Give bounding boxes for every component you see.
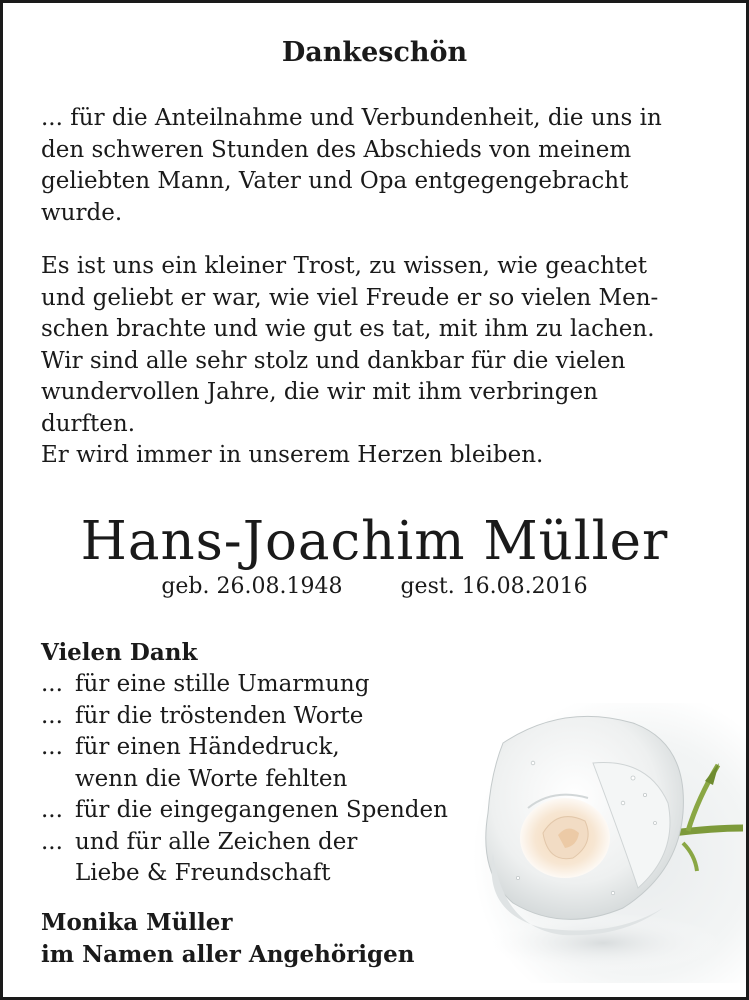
text-line: Es ist uns ein kleiner Trost, zu wissen, wie geachtet bbox=[41, 253, 648, 279]
list-text: und für alle Zeichen der bbox=[75, 828, 358, 855]
text-line: Er wird immer in unserem Herzen bleiben. bbox=[41, 442, 544, 468]
paragraph-memory bbox=[41, 251, 711, 472]
birth-date: geb. 26.08.1948 bbox=[161, 574, 343, 599]
signature-note: im Namen aller Angehörigen bbox=[41, 941, 415, 968]
heading: Dankeschön bbox=[281, 37, 468, 68]
text-line: geliebten Mann, Vater und Opa entgegengebracht bbox=[41, 168, 629, 194]
list-item bbox=[41, 795, 448, 827]
life-dates bbox=[3, 574, 746, 599]
list-prefix: ... bbox=[41, 797, 63, 823]
signature-name: Monika Müller bbox=[41, 909, 233, 936]
list-prefix: ... bbox=[41, 734, 63, 760]
list-prefix bbox=[41, 858, 75, 890]
text-line: Wir sind alle sehr stolz und dankbar für die vielen bbox=[41, 347, 626, 374]
list-item bbox=[41, 858, 448, 890]
signature bbox=[41, 907, 414, 971]
text-line: wurde. bbox=[41, 199, 123, 226]
list-text: wenn die Worte fehlten bbox=[75, 765, 348, 792]
deceased-name: Hans-Joachim Müller bbox=[80, 511, 669, 572]
text-line: schen brachte und wie gut es tat, mit ihm zu lachen. bbox=[41, 316, 655, 342]
rose-icon bbox=[473, 703, 749, 983]
list-item bbox=[41, 827, 448, 859]
thanks-list bbox=[41, 669, 448, 890]
text-line: den schweren Stunden des Abschieds von meinem bbox=[41, 136, 632, 163]
text-line: ... für die Anteilnahme und Verbundenheit, die uns in bbox=[41, 105, 662, 131]
text-line: durften. bbox=[41, 410, 136, 437]
text-line: wundervollen Jahre, die wir mit ihm verbringen bbox=[41, 379, 598, 405]
list-prefix: ... bbox=[41, 702, 63, 729]
list-item bbox=[41, 669, 448, 701]
list-text: für eine stille Umarmung bbox=[75, 671, 370, 697]
list-text: Liebe & Freundschaft bbox=[75, 860, 331, 886]
list-prefix: ... bbox=[41, 828, 63, 855]
text-line: und geliebt er war, wie viel Freude er so vielen Men- bbox=[41, 284, 659, 311]
death-date: gest. 16.08.2016 bbox=[400, 574, 588, 599]
list-text: für einen Händedruck, bbox=[75, 734, 340, 760]
list-item bbox=[41, 701, 448, 733]
list-text: für die eingegangenen Spenden bbox=[75, 797, 448, 823]
list-prefix: ... bbox=[41, 671, 63, 697]
list-text: für die tröstenden Worte bbox=[75, 702, 364, 729]
list-item bbox=[41, 732, 448, 764]
list-item bbox=[41, 764, 448, 796]
thanks-title: Vielen Dank bbox=[41, 639, 198, 666]
paragraph-thanks bbox=[41, 103, 711, 229]
white-rose-image bbox=[473, 703, 749, 983]
list-prefix bbox=[41, 764, 75, 796]
